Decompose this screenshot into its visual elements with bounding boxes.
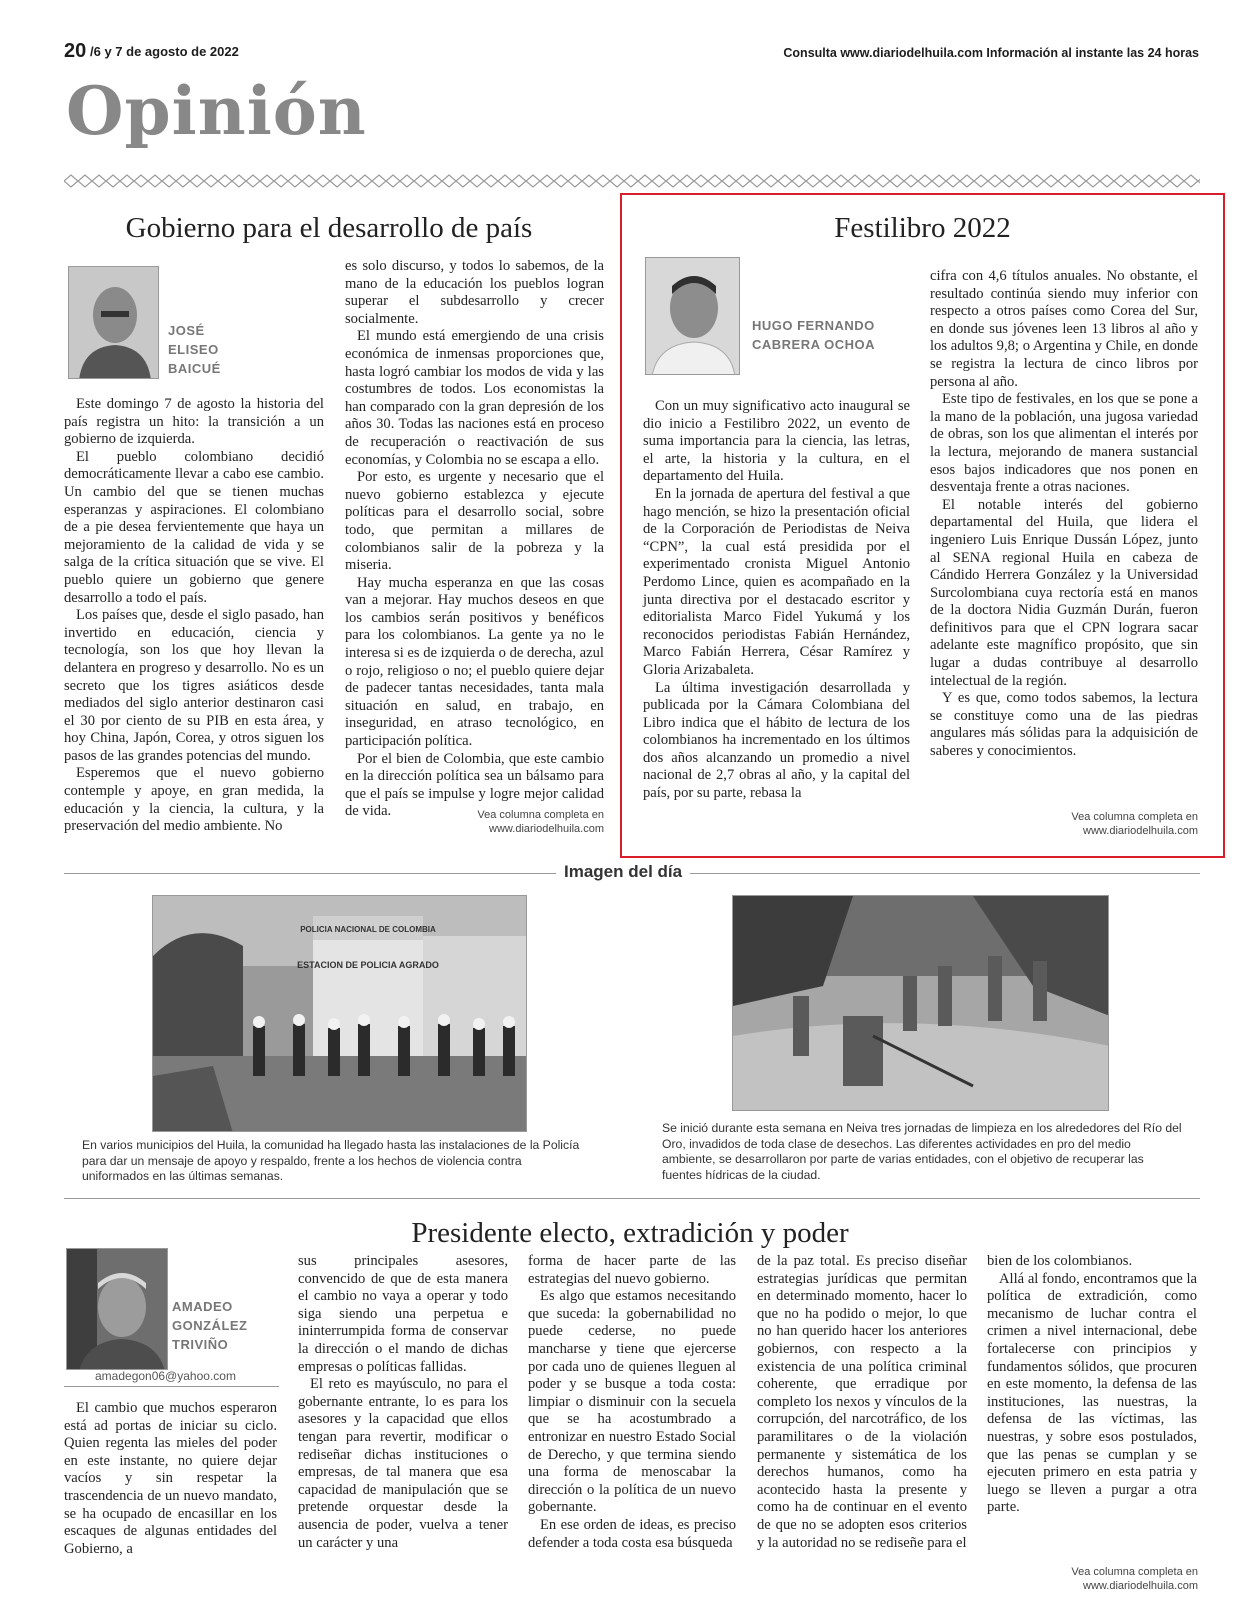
paragraph: es solo discurso, y todos lo sabemos, de la mano de la educación los pueblos logran superar el subdesarrollo y crecer socialmente.	[345, 258, 604, 327]
paragraph: Y es que, como todos sabemos, la lectura se constituye como una de las piedras angulares más sólidas para la adquisición de saberes y conocimientos.	[930, 690, 1198, 760]
paragraph: Allá al fondo, encontramos que la política de extradición, como mecanismo de luchar contra el crimen a nivel internacional, debe fortalecerse con principios y fundamentos sólidos, que procuren en este momento, la defensa de las instituciones, las nuestras, la defensa de las víctimas, las nuestras, y sobre esos postulados, que las penas se cumplan y se ejecuten primero en esta patria y luego se lleven a purgar a otra parte.	[987, 1270, 1197, 1516]
paragraph: Por esto, es urgente y necesario que el nuevo gobierno establezca y ejecute políticas para el desarrollo social, sobre todo, que permitan a millares de colombianos salir de la pobreza y la miseria.	[345, 469, 604, 574]
article2-read-more[interactable]: Vea columna completa en www.diariodelhuila.com	[1071, 811, 1198, 837]
image-of-day-title: Imagen del día	[556, 862, 690, 882]
email-divider	[64, 1386, 279, 1387]
article2-author: HUGO FERNANDO CABRERA OCHOA	[752, 318, 876, 352]
author-photo-jose-eliseo-baicue	[68, 266, 159, 379]
article1-author: JOSÉ ELISEO BAICUÉ	[168, 323, 221, 376]
paragraph: Es algo que estamos necesitando que suceda: la gobernabilidad no puede cederse, no puede mancharse y tiene que ejercerse por cada uno de quienes lleguen al poder y se busque a toda costa: limpiar o disminuir con la secuela que se ha acostumbrado a entronizar en nuestro Estado Social de Derecho, y que termina siendo una forma de menoscabar la dirección o la política de un nuevo gobernante.	[528, 1288, 736, 1516]
paragraph: El cambio que muchos esperaron está ad portas de iniciar su ciclo. Quien regenta las mieles del poder en este instante, no quiere dejar vacíos y sin respetar la trascendencia de un nuevo mandato, se ha ocupado de encasillar en los escaques de algunas entidades del Gobierno, a	[64, 1400, 277, 1557]
photo-river-cleanup	[732, 895, 1109, 1111]
article3-read-more[interactable]: Vea columna completa en www.diariodelhuila.com	[1071, 1566, 1198, 1592]
paragraph: En ese orden de ideas, es preciso defender a toda costa esa búsqueda	[528, 1516, 736, 1551]
paragraph: Esperemos que el nuevo gobierno contemple y apoye, en gran medida, la educación y la ciencia, la cultura, y la preservación del medio ambiente. No	[64, 765, 324, 835]
paragraph: La última investigación desarrollada y publicada por la Cámara Colombiana del Libro indica que el hábito de lectura de los colombianos ha incrementado en los últimos dos años alcanzando un promedio a nivel nacional de 2,7 obras al año, y la capital del país, por su parte, rebasa la	[643, 679, 910, 802]
paragraph: de la paz total. Es preciso diseñar estrategias jurídicas que permitan en determinado momento, hacer lo que no ha podido o mejor, lo que no han querido hacer los anteriores gobiernos, con respecto a la existencia de una política criminal coherente, que erradique por completo los nexos y vínculos de la corrupción, del narcotráfico, de los paramilitares o de la violación permanente y sistemática de los derechos humanos, como ha acontecido hasta la presente y como ha de continuar en el evento de que no se adopten esos criterios y la autoridad no se rediseñe para el	[757, 1253, 967, 1551]
article3-title: Presidente electo, extradición y poder	[411, 1217, 849, 1249]
paragraph: Este tipo de festivales, en los que se pone a la mano de la población, una jugosa variedad de obras, son los que alimentan el interés por la lectura, mejorando de manera sustancial esos bajos indicadores que nos ponen en desventaja frente a otras naciones.	[930, 391, 1198, 496]
article3-column4	[757, 1253, 967, 1552]
paragraph: En la jornada de apertura del festival a que hago mención, se hizo la presentación oficial de la Corporación de Periodistas de Neiva “CPN”, la cual está presidida por el experimentado cronista Miguel Antonio Perdomo Lince, quien es acompañado en la junta directiva por el destacado escritor y editorialista Marco Fidel Yukumá y los reconocidos periodistas Fabián Hernández, Marco Fabián Herrera, César Ramírez y Gloria Arizabaleta.	[643, 485, 910, 678]
sign-police-national: POLICIA NACIONAL DE COLOMBIA	[300, 925, 436, 934]
paragraph: sus principales asesores, convencido de que de esta manera el cambio no vaya a operar y todo siga siendo una perpetua e ininterrumpida forma de conservar la dirección o el mando de dichas empresas o políticas fallidas.	[298, 1253, 508, 1375]
issue-date: /6 y 7 de agosto de 2022	[90, 44, 239, 59]
paragraph: El reto es mayúsculo, no para el gobernante entrante, lo es para los asesores y la capacidad que ellos tengan para revertir, modificar o rediseñar dichas instituciones o empresas, de tal manera que esa capacidad de manipulación que se pretende orquestar desde la ausencia de poder, vuelva a tener un carácter y una	[298, 1376, 508, 1551]
paragraph: Por el bien de Colombia, que este cambio en la dirección política sea un bálsamo para que el país se impulse y logre mejor calidad de vida.	[345, 750, 604, 820]
paragraph: El notable interés del gobierno departamental del Huila, que lidera el ingeniero Luis Enrique Dussán López, junto al SENA regional Huila en cabeza de Cándido Herrera González y la Universidad Surcolombiana cuya rectoría está en manos de la doctora Nidia Guzmán Durán, fueron definitivos para que el CPN lograra sacar adelante este magnífico propósito, que sin lugar a dudas contribuye al desarrollo intelectual de la región.	[930, 496, 1198, 689]
paragraph: Hay mucha esperanza en que las cosas van a mejorar. Hay muchos deseos en que los cambios serán positivos y benéficos para los colombianos. La gente ya no le interesa si es de izquierda o de derecha, azul o rojo, religioso o no; el pueblo quiere dejar de padecer tantas necesidades, tanta mala situación en salud, en trabajo, en inseguridad, en atraso tecnológico, en participación política.	[345, 574, 604, 750]
header-tagline: Consulta www.diariodelhuila.com Información al instante las 24 horas	[783, 46, 1199, 60]
article1-read-more[interactable]: Vea columna completa en www.diariodelhuila.com	[477, 809, 604, 835]
paragraph: Con un muy significativo acto inaugural se dio inicio a Festilibro 2022, un evento de suma importancia para la ciencia, las letras, el arte, la historia y la cultura, en el departamento del Huila.	[643, 398, 910, 485]
caption-police-photo: En varios municipios del Huila, la comunidad ha llegado hasta las instalaciones de la Policía para dar un mensaje de apoyo y respaldo, frente a los hechos de violencia contra uniformados en las últimas semanas.	[82, 1138, 580, 1184]
paragraph: cifra con 4,6 títulos anuales. No obstante, el resultado continúa siendo muy inferior con respecto a otros países como Corea del Sur, en donde sus jóvenes leen 13 libros al año y los adultos 9,8; o Argentina y Chile, en donde se registra la lectura de cinco libros por persona al año.	[930, 268, 1198, 390]
article2-column2	[930, 268, 1198, 761]
article3-author: AMADEO GONZÁLEZ TRIVIÑO	[172, 1299, 248, 1352]
article2-column1	[643, 398, 910, 803]
author-photo-amadeo-gonzalez	[66, 1248, 168, 1370]
author-email[interactable]: amadegon06@yahoo.com	[95, 1369, 236, 1383]
paragraph: Los países que, desde el siglo pasado, han invertido en educación, ciencia y tecnología, son los que hoy llevan la delantera en progreso y desarrollo. No es un secreto que los tigres asiáticos desde mediados del siglo anterior destinaron casi el 30 por ciento de su PIB en esta área, y hoy China, Japón, Corea, y otros siguen los pasos de las grandes potencias del mundo.	[64, 607, 324, 764]
article1-column1	[64, 396, 324, 836]
page-number: 20	[64, 40, 87, 62]
author-photo-hugo-fernando-cabrera	[645, 257, 740, 375]
paragraph: forma de hacer parte de las estrategias del nuevo gobierno.	[528, 1253, 736, 1287]
paragraph: El pueblo colombiano decidió democráticamente llevar a cabo ese cambio. Un cambio del que se tienen muchas esperanzas y aspiraciones. El colombiano de a pie desea fervientemente que haya un mejoramiento de la calidad de vida y se salga de la crítica situación que se vive. El pueblo quiere un gobierno que genere desarrollo a todo el país.	[64, 448, 324, 606]
article3-column3	[528, 1253, 736, 1552]
article3-column1	[64, 1400, 277, 1558]
divider	[64, 1198, 1200, 1199]
photo-police-station-vigil	[152, 895, 527, 1132]
article2-title: Festilibro 2022	[834, 212, 1011, 244]
caption-river-cleanup: Se inició durante esta semana en Neiva tres jornadas de limpieza en los alrededores del Río del Oro, invadidos de toda clase de desechos. Las diferentes actividades en pro del medio ambiente, se desarrollaron por parte de varias entidades, con el objetivo de recuperar las fuentes hídricas de la ciudad.	[662, 1121, 1182, 1182]
article3-column2	[298, 1253, 508, 1552]
paragraph: bien de los colombianos.	[987, 1253, 1133, 1269]
sign-police-station: ESTACION DE POLICIA AGRADO	[297, 960, 439, 970]
decorative-zigzag-divider	[64, 174, 1200, 188]
article1-title: Gobierno para el desarrollo de país	[125, 212, 533, 244]
section-title: Opinión	[66, 72, 367, 150]
article1-column2	[345, 258, 604, 821]
article3-column5	[987, 1253, 1197, 1517]
paragraph: El mundo está emergiendo de una crisis económica de inmensas proporciones que, hasta logró cambiar los modos de vida y las costumbres de todos. Los economistas la han comparado con la gran depresión de los años 30. Todas las naciones está en proceso de recuperación o reactivación de sus economías, y Colombia no se escapa a ello.	[345, 328, 604, 468]
paragraph: Este domingo 7 de agosto la historia del país registra un hito: la transición a un gobierno de izquierda.	[64, 396, 324, 448]
